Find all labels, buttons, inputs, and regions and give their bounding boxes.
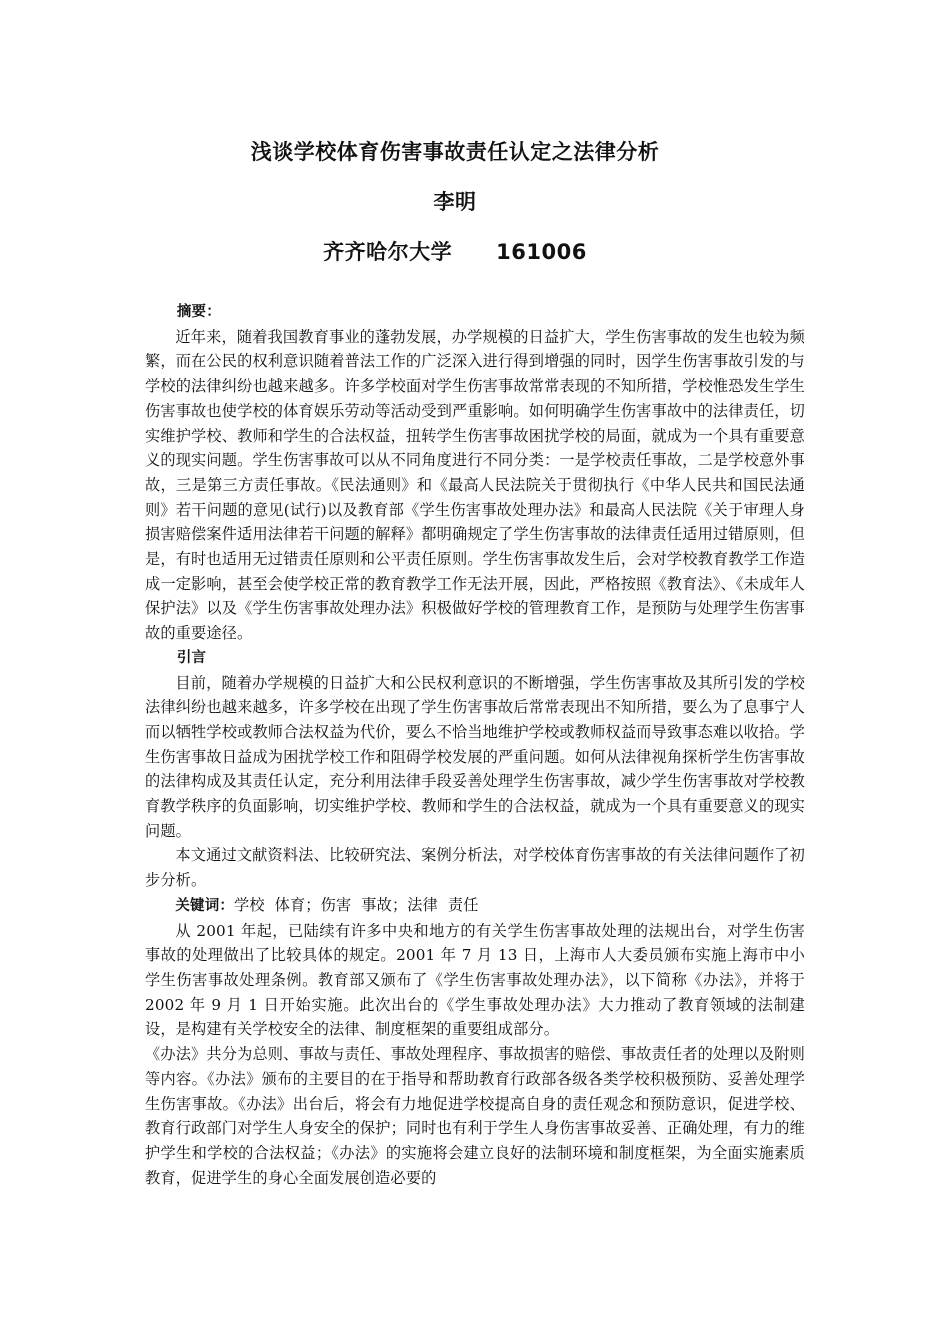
keywords-text: 学校 体育；伤害 事故；法律 责任 [234, 895, 479, 914]
abstract-heading: 摘要： [176, 304, 221, 320]
abstract-paragraph: 近年来，随着我国教育事业的蓬勃发展，办学规模的日益扩大，学生伤害事故的发生也较为频繁，而在公民的权利意识随着普法工作的广泛深入进行得到增强的同时，因学生伤害事故引发的与学校的法律纠纷也越来越多。许多学校面对学生伤害事故常常表现的不知所措，学校惟恐发生学生伤害事故也使学校的体育娱乐劳动等活动受到严重影响。如何明确学生伤害事故中的法律责任，切实维护学校、教师和学生的合法权益，扭转学生伤害事故困扰学校的局面，就成为一个具有重要意义的现实问题。学生伤害事故可以从不同角度进行不同分类：一是学校责任事故，二是学校意外事故，三是第三方责任事故。《民法通则》和《最高人民法院关于贯彻执行《中华人民共和国民法通则》若干问题的意见(试行)以及教育部《学生伤害事故处理办法》和最高人民法院《关于审理人身损害赔偿案件适用法律若干问题的解释》都明确规定了学生伤害事故的法律责任适用过错原则，但是，有时也适用无过错责任原则和公平责任原则。学生伤害事故发生后，会对学校教育教学工作造成一定影响，甚至会使学校正常的教育教学工作无法开展，因此，严格按照《教育法》、《未成年人保护法》以及《学生伤害事故处理办法》积极做好学校的管理教育工作，是预防与处理学生伤害事故的重要途径。 [145, 327, 805, 643]
main-paragraph-1: 从 2001 年起，已陆续有许多中央和地方的有关学生伤害事故处理的法规出台，对学生伤害事故的处理做出了比较具体的规定。2001 年 7 月 13 日，上海市人大委员颁布实施上海市中小学生伤害事故处理条例。教育部又颁布了《学生伤害事故处理办法》，以下简称《办法》，并将于 2002 年 9 月 1 日开始实施。此次出台的《学生事故处理办法》大力推动了教育领域的法制建设，是构建有关学校安全的法律、制度框架的重要组成部分。 [145, 921, 805, 1039]
body-text [145, 300, 805, 1190]
postcode: 161006 [496, 240, 587, 264]
affiliation-line [0, 236, 910, 266]
author-name: 李明 [433, 190, 477, 214]
introduction-heading: 引言 [176, 649, 207, 666]
keywords-line [145, 893, 805, 919]
university-name: 齐齐哈尔大学 [323, 240, 453, 264]
paper-title: 浅谈学校体育伤害事故责任认定之法律分析 [250, 140, 660, 164]
introduction-paragraph-2: 本文通过文献资料法、比较研究法、案例分析法，对学校体育伤害事故的有关法律问题作了初步分析。 [145, 846, 805, 890]
main-paragraph-2: 《办法》共分为总则、事故与责任、事故处理程序、事故损害的赔偿、事故责任者的处理以及附则等内容。《办法》颁布的主要目的在于指导和帮助教育行政部各级各类学校积极预防、妥善处理学生伤害事故。《办法》出台后，将会有力地促进学校提高自身的责任观念和预防意识，促进学校、教育行政部门对学生人身安全的保护；同时也有利于学生人身伤害事故妥善、正确处理，有力的维护学生和学校的合法权益；《办法》的实施将会建立良好的法制环境和制度框架，为全面实施素质教育，促进学生的身心全面发展创造必要的 [145, 1045, 805, 1187]
introduction-paragraph-1: 目前，随着办学规模的日益扩大和公民权利意识的不断增强，学生伤害事故及其所引发的学校法律纠纷也越来越多，许多学校在出现了学生伤害事故后常常表现出不知所措，要么为了息事宁人而以牺牲学校或教师合法权益为代价，要么不恰当地维护学校或教师权益而导致事态难以收拾。学生伤害事故日益成为困扰学校工作和阻碍学校发展的严重问题。如何从法律视角探析学生伤害事故的法律构成及其责任认定，充分利用法律手段妥善处理学生伤害事故，减少学生伤害事故对学校教育教学秩序的负面影响，切实维护学校、教师和学生的合法权益，就成为一个具有重要意义的现实问题。 [145, 673, 805, 840]
keywords-label: 关键词： [175, 897, 234, 914]
